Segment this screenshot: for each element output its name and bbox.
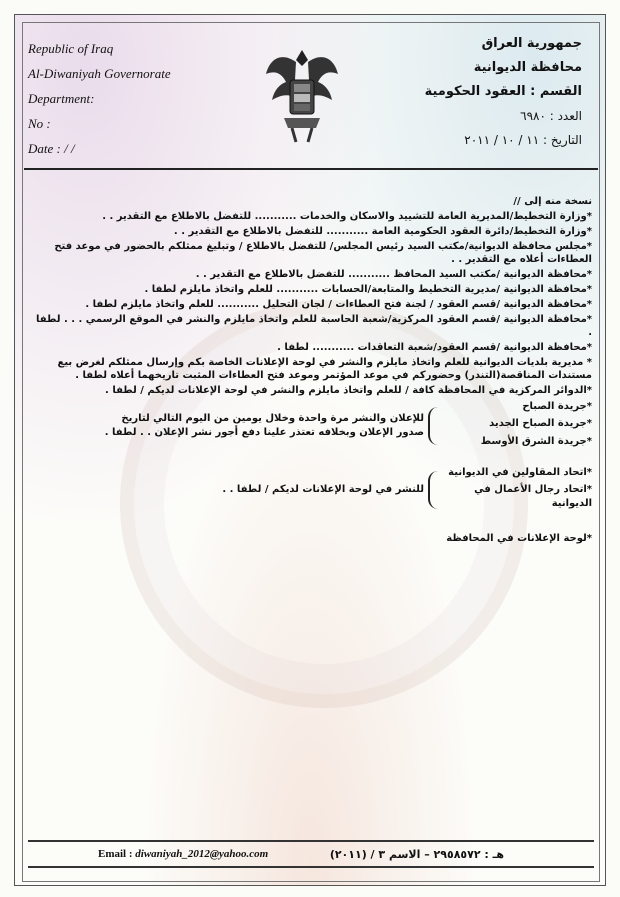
union-item: *اتحاد المقاولين في الديوانية	[448, 466, 592, 478]
email-address: diwaniyah_2012@yahoo.com	[135, 848, 269, 860]
date-en: Date : / /	[28, 141, 75, 156]
country-ar: جمهورية العراق	[481, 36, 582, 51]
copy-line: *وزارة التخطيط/المديرية العامة للتشييد والاسكان والخدمات ........... للتفضل بالاطلاع مع التقدير . .	[102, 210, 592, 222]
english-letterhead	[28, 36, 171, 161]
newspaper-item: *جريدة الصباح	[522, 400, 592, 412]
copy-line: *محافظة الديوانية /قسم العقود/شعبة التعاقدات ........... لطفا .	[277, 342, 592, 354]
country-en: Republic of Iraq	[28, 41, 114, 56]
copy-line: *محافظة الديوانية /مكتب السيد المحافظ ........... للتفضل بالاطلاع مع التقدير . .	[195, 269, 592, 281]
email-label: Email :	[98, 848, 133, 860]
letter-footer	[28, 840, 594, 868]
copy-line: * مديرية بلديات الديوانية للعلم واتخاذ مايلزم والنشر في لوحة الإعلانات الخاصة بكم وإرسال ممثلكم لغرض بيع مستندات المناقصة(التندر) وحضوركم في موعد المؤتمر وموعد فتح العطاءات المثبت تاريخهما أعلاه لطفا .	[57, 356, 592, 382]
copies-heading: نسخة منه إلى //	[513, 196, 592, 207]
iraq-eagle-emblem-icon	[262, 44, 342, 148]
arabic-letterhead	[425, 32, 582, 152]
newspapers-note: للإعلان والنشر مرة واحدة وخلال يومين من اليوم التالي لتاريخ صدور الإعلان وبخلافه تعتذر علينا دفع أجور نشر الإعلان . . لطفا .	[104, 413, 424, 438]
brace-icon	[428, 471, 438, 509]
newspapers-group	[30, 400, 592, 452]
notice-board-line: *لوحة الإعلانات في المحافظة	[446, 533, 592, 545]
union-item: *اتحاد رجال الأعمال في الديوانية	[474, 484, 592, 509]
newspaper-item: *جريدة الصباح الجديد	[489, 418, 592, 430]
governorate-ar: محافظة الديوانية	[473, 60, 582, 75]
distribution-list	[30, 195, 592, 547]
department-en: Department:	[28, 91, 95, 106]
copy-line: *الدوائر المركزية في المحافظة كافة / للعلم واتخاذ مايلزم والنشر في لوحة الإعلانات لديكم / لطفا .	[105, 385, 592, 397]
copy-line: *محافظة الديوانية /مديرية التخطيط والمتابعة/الحسابات ........... للعلم واتخاذ مايلزم لطفا .	[144, 283, 592, 295]
department-ar: القسم : العقود الحكومية	[424, 84, 582, 99]
unions-note: للنشر في لوحة الإعلانات لديكم / لطفا . .	[222, 484, 424, 496]
copy-line: *محافظة الديوانية /قسم العقود المركزية/شعبة الحاسبة للعلم واتخاذ مايلزم والنشر في الموقع الرسمي . . . لطفا .	[36, 313, 592, 339]
number-ar: العدد : ٦٩٨٠	[520, 109, 582, 123]
date-ar: التاريخ : ١١ / ١٠ / ٢٠١١	[464, 133, 582, 147]
copy-line: *مجلس محافظة الديوانية/مكتب السيد رئيس المجلس/ للتفضل بالاطلاع / وتبليغ ممثلكم بالحضور في موعد فتح العطاءات أعلاه مع التقدير . .	[54, 240, 592, 266]
governorate-en: Al-Diwaniyah Governorate	[28, 66, 171, 81]
footer-email	[28, 848, 268, 860]
copy-line: *وزارة التخطيط/دائرة العقود الحكومية العامة ........... للتفضل بالاطلاع مع التقدير . .	[173, 225, 592, 237]
header-rule	[24, 168, 598, 170]
footer-arabic: هـ : ٢٩٥٨٥٧٢ – الاسم ٣ / (٢٠١١)	[329, 847, 504, 861]
brace-icon	[428, 407, 438, 445]
unions-group	[30, 466, 592, 514]
number-en: No :	[28, 116, 51, 131]
newspaper-item: *جريدة الشرق الأوسط	[480, 435, 592, 447]
copy-line: *محافظة الديوانية /قسم العقود / لجنة فتح العطاءات / لجان التحليل ........... للعلم واتخاذ مايلزم لطفا .	[85, 298, 592, 310]
